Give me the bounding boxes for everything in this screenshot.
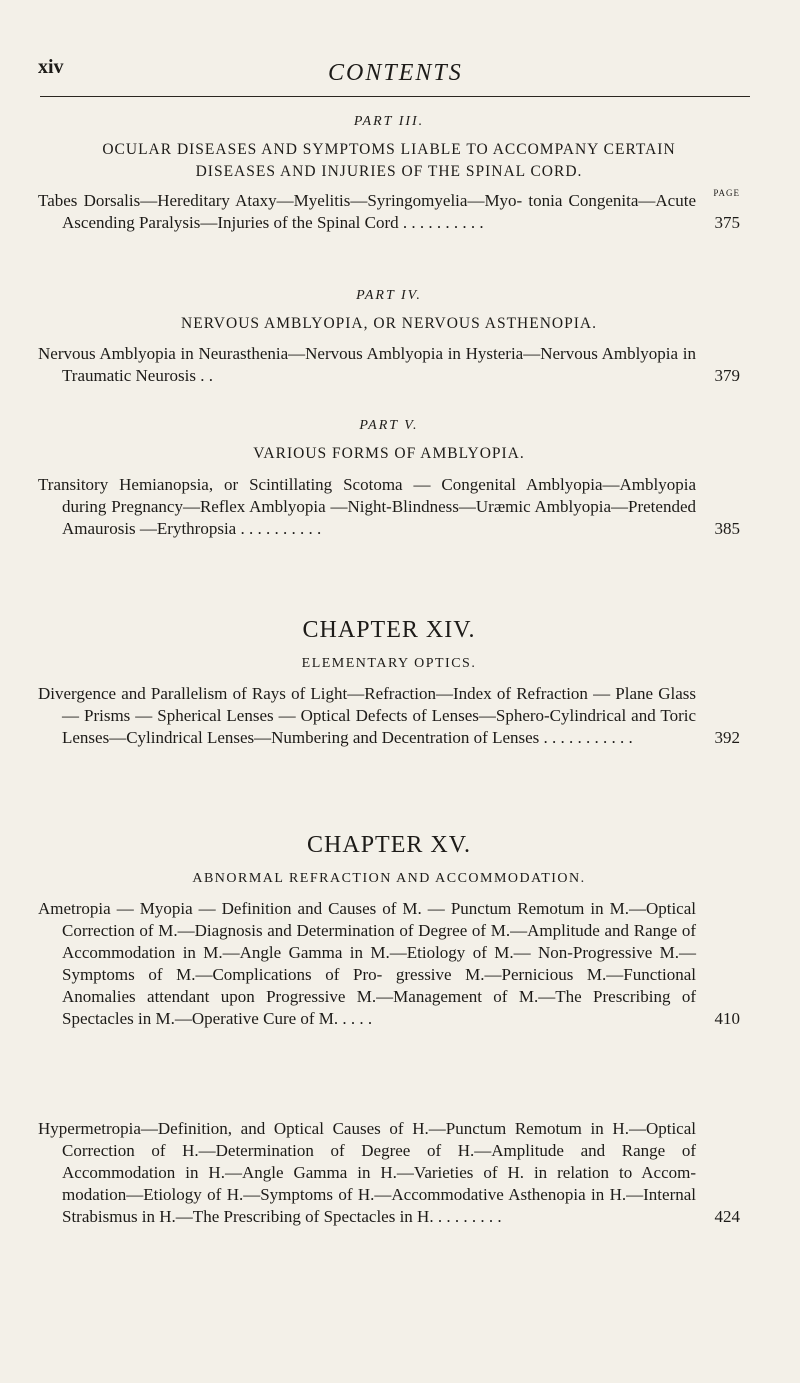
chapter-title: CHAPTER XV. — [307, 832, 471, 858]
toc-entry — [38, 474, 740, 540]
toc-entry-page: 375 — [714, 213, 740, 232]
chapter-subtitle: ELEMENTARY OPTICS. — [301, 656, 477, 671]
folio: xiv — [38, 56, 64, 78]
toc-entry-page: 385 — [714, 519, 740, 538]
running-head — [38, 56, 750, 94]
chapter-title: CHAPTER XIV. — [302, 617, 476, 643]
chapter-subtitle: ABNORMAL REFRACTION AND ACCOMMODATION. — [192, 871, 586, 886]
toc-entry-text: Ametropia — Myopia — Definition and Causes of M. — Punctum Remotum in M.—Optical Correction of M.—Diagnosis and Determination of Degree of M.—Amplitude and Range of Accommodation in M.—Angle Gamma in M.—Etiology of M.— Non-Progressive M.—Symptoms of M.—Complications of Pro- gressive M.—Pernicious M.—Functional Anomalies attendant upon Progressive M.—Management of M.—The Prescribing of Spectacles in M.—Operative Cure of M. . . . . — [38, 899, 696, 1028]
toc-entry — [38, 1118, 740, 1228]
part-label: PART III. — [353, 114, 425, 129]
toc-entry-text: Divergence and Parallelism of Rays of Light—Refraction—Index of Refraction — Plane Glass — Prisms — Spherical Lenses — Optical Defects of Lenses—Sphero-Cylindrical and Toric Lenses—Cylindrical Lenses—Numbering and Decentration of Lenses . . . . . . . . . . . — [38, 684, 696, 747]
part-title: NERVOUS AMBLYOPIA, OR NERVOUS ASTHENOPIA. — [181, 315, 597, 332]
part-label: PART V. — [359, 418, 419, 433]
part-title-line-1: OCULAR DISEASES AND SYMPTOMS LIABLE TO ACCOMPANY CERTAIN — [102, 141, 676, 158]
part-title-line-2: DISEASES AND INJURIES OF THE SPINAL CORD. — [195, 163, 583, 180]
toc-entry-page: 424 — [714, 1207, 740, 1226]
page-column-label: PAGE — [713, 188, 740, 198]
toc-entry — [38, 898, 740, 1030]
header-rule — [40, 96, 750, 97]
part-label: PART IV. — [356, 288, 422, 303]
toc-entry — [38, 683, 740, 749]
toc-entry-page: 379 — [714, 366, 740, 385]
toc-entry — [38, 190, 740, 234]
toc-entry-page: 392 — [714, 728, 740, 747]
toc-entry-text: Transitory Hemianopsia, or Scintillating Scotoma — Congenital Amblyopia—Amblyopia during Pregnancy—Reflex Amblyopia —Night-Blindness—Uræmic Amblyopia—Pretended Amaurosis —Erythropsia . . . . . . . . . . — [38, 475, 696, 538]
running-title: CONTENTS — [328, 60, 463, 86]
toc-entry — [38, 343, 740, 387]
toc-entry-page: 410 — [714, 1009, 740, 1028]
toc-entry-text: Nervous Amblyopia in Neurasthenia—Nervous Amblyopia in Hysteria—Nervous Amblyopia in Traumatic Neurosis . . — [38, 344, 696, 385]
toc-entry-text: Hypermetropia—Definition, and Optical Causes of H.—Punctum Remotum in H.—Optical Correction of H.—Determination of Degree of H.—Amplitude and Range of Accommodation in H.—Angle Gamma in H.—Varieties of H. in relation to Accom- modation—Etiology of H.—Symptoms of H.—Accommodative Asthenopia in H.—Internal Strabismus in H.—The Prescribing of Spectacles in H. . . . . . . . . — [38, 1119, 696, 1226]
toc-entry-text: Tabes Dorsalis—Hereditary Ataxy—Myelitis—Syringomyelia—Myo- tonia Congenita—Acute Ascending Paralysis—Injuries of the Spinal Cord . . . . . . . . . . — [38, 191, 696, 232]
part-title: VARIOUS FORMS OF AMBLYOPIA. — [253, 445, 525, 462]
